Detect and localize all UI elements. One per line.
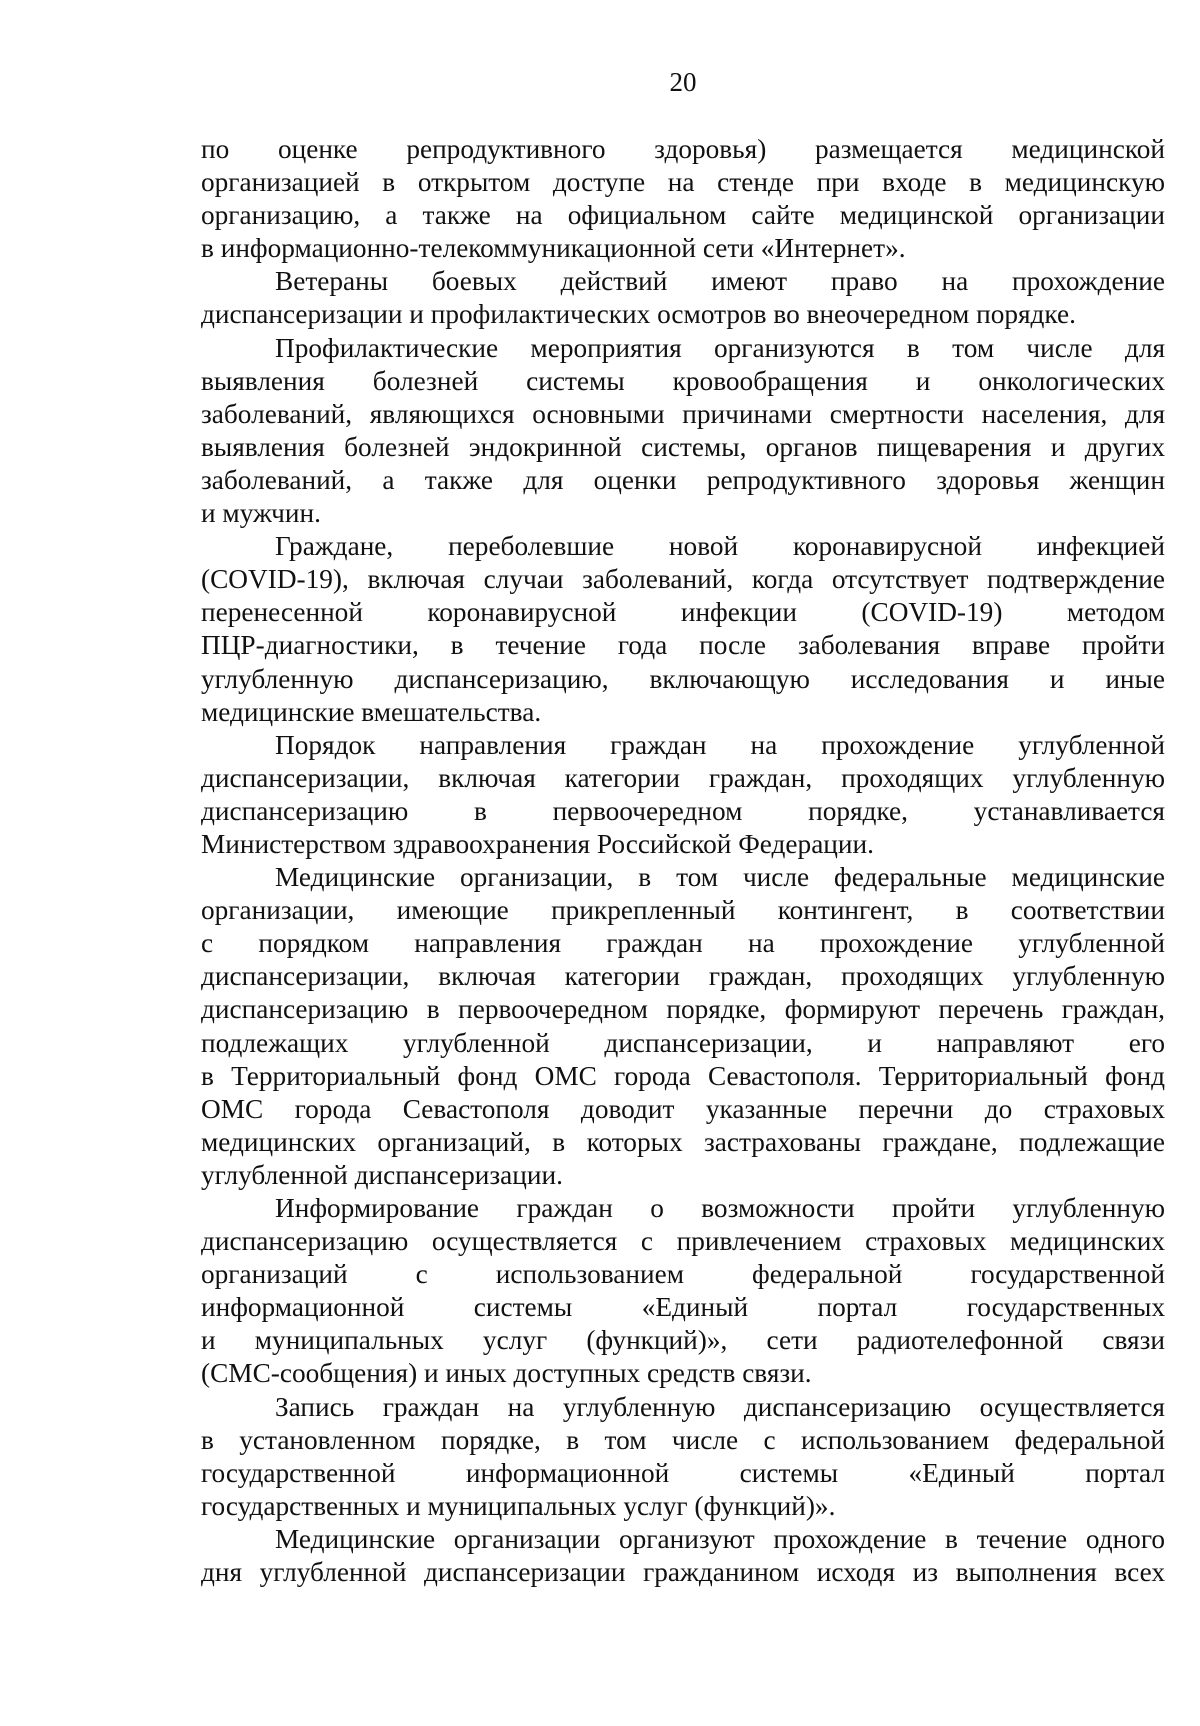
paragraph [201, 530, 1165, 729]
text-line: Запись граждан на углубленную диспансеризацию осуществляется [275, 1391, 1165, 1422]
paragraph [201, 1523, 1165, 1589]
text-line: ПЦР-диагностики, в течение года после заболевания вправе пройти [201, 630, 1165, 661]
text-line: диспансеризацию в первоочередном порядке, формируют перечень граждан, [201, 994, 1165, 1025]
text-line: организацию, а также на официальном сайте медицинской организации [201, 200, 1165, 231]
text-line: перенесенной коронавирусной инфекции (COVID-19) методом [201, 597, 1165, 628]
text-line: заболеваний, являющихся основными причинами смертности населения, для [201, 398, 1165, 429]
paragraph [201, 861, 1165, 1192]
paragraph [201, 729, 1165, 861]
text-line: углубленную диспансеризацию, включающую исследования и иные [201, 663, 1165, 694]
paragraph [201, 265, 1165, 331]
text-line: Граждане, переболевшие новой коронавирусной инфекцией [275, 531, 1165, 562]
text-line: выявления болезней системы кровообращения и онкологических [201, 365, 1165, 396]
text-line: Медицинские организации организуют прохождение в течение одного [275, 1523, 1165, 1554]
text-line: информационной системы «Единый портал государственных [201, 1292, 1165, 1323]
text-line: Информирование граждан о возможности пройти углубленную [275, 1193, 1165, 1223]
paragraph [201, 1391, 1165, 1523]
text-line: диспансеризации, включая категории граждан, проходящих углубленную [201, 762, 1165, 793]
text-line: и мужчин. [201, 498, 321, 529]
text-line: углубленной диспансеризации. [201, 1159, 563, 1190]
text-line: в установленном порядке, в том числе с использованием федеральной [201, 1424, 1165, 1455]
text-line: диспансеризацию в первоочередном порядке, устанавливается [201, 795, 1165, 826]
text-line: государственной информационной системы «Единый портал [201, 1457, 1165, 1488]
text-line: организаций с использованием федеральной государственной [201, 1259, 1165, 1290]
text-line: Министерством здравоохранения Российской Федерации. [201, 828, 874, 859]
text-line: ОМС города Севастополя доводит указанные перечни до страховых [201, 1093, 1165, 1124]
paragraph [201, 133, 1165, 265]
text-line: Порядок направления граждан на прохождение углубленной [275, 729, 1165, 760]
text-line: подлежащих углубленной диспансеризации, и направляют его [201, 1027, 1165, 1058]
text-line: в Территориальный фонд ОМС города Севастополя. Территориальный фонд [201, 1060, 1165, 1091]
text-line: по оценке репродуктивного здоровья) размещается медицинской [201, 134, 1165, 164]
text-line: выявления болезней эндокринной системы, органов пищеварения и других [201, 431, 1165, 462]
text-line: с порядком направления граждан на прохождение углубленной [201, 928, 1165, 959]
text-line: диспансеризации и профилактических осмотров во внеочередном порядке. [201, 299, 1076, 330]
page-number: 20 [669, 67, 697, 97]
text-line: медицинские вмешательства. [201, 696, 542, 727]
text-line: в информационно-телекоммуникационной сети «Интернет». [201, 233, 906, 264]
text-line: Ветераны боевых действий имеют право на прохождение [275, 266, 1165, 297]
text-line: Профилактические мероприятия организуются в том числе для [275, 332, 1165, 363]
text-line: и муниципальных услуг (функций)», сети радиотелефонной связи [201, 1325, 1165, 1356]
text-line: диспансеризации, включая категории граждан, проходящих углубленную [201, 961, 1165, 992]
text-line: организации, имеющие прикрепленный контингент, в соответствии [201, 895, 1165, 926]
text-line: государственных и муниципальных услуг (функций)». [201, 1490, 836, 1521]
text-line: медицинских организаций, в которых застрахованы граждане, подлежащие [201, 1126, 1165, 1157]
text-line: организацией в открытом доступе на стенде при входе в медицинскую [201, 167, 1165, 198]
text-line: (COVID-19), включая случаи заболеваний, когда отсутствует подтверждение [201, 564, 1165, 595]
text-line: Медицинские организации, в том числе федеральные медицинские [275, 862, 1165, 893]
document-body [201, 133, 1165, 1589]
text-line: дня углубленной диспансеризации гражданином исходя из выполнения всех [201, 1557, 1165, 1588]
paragraph [201, 1192, 1165, 1391]
text-line: заболеваний, а также для оценки репродуктивного здоровья женщин [201, 464, 1165, 495]
text-line: (СМС-сообщения) и иных доступных средств связи. [201, 1358, 812, 1389]
paragraph [201, 332, 1165, 531]
text-line: диспансеризацию осуществляется с привлечением страховых медицинских [201, 1226, 1165, 1257]
